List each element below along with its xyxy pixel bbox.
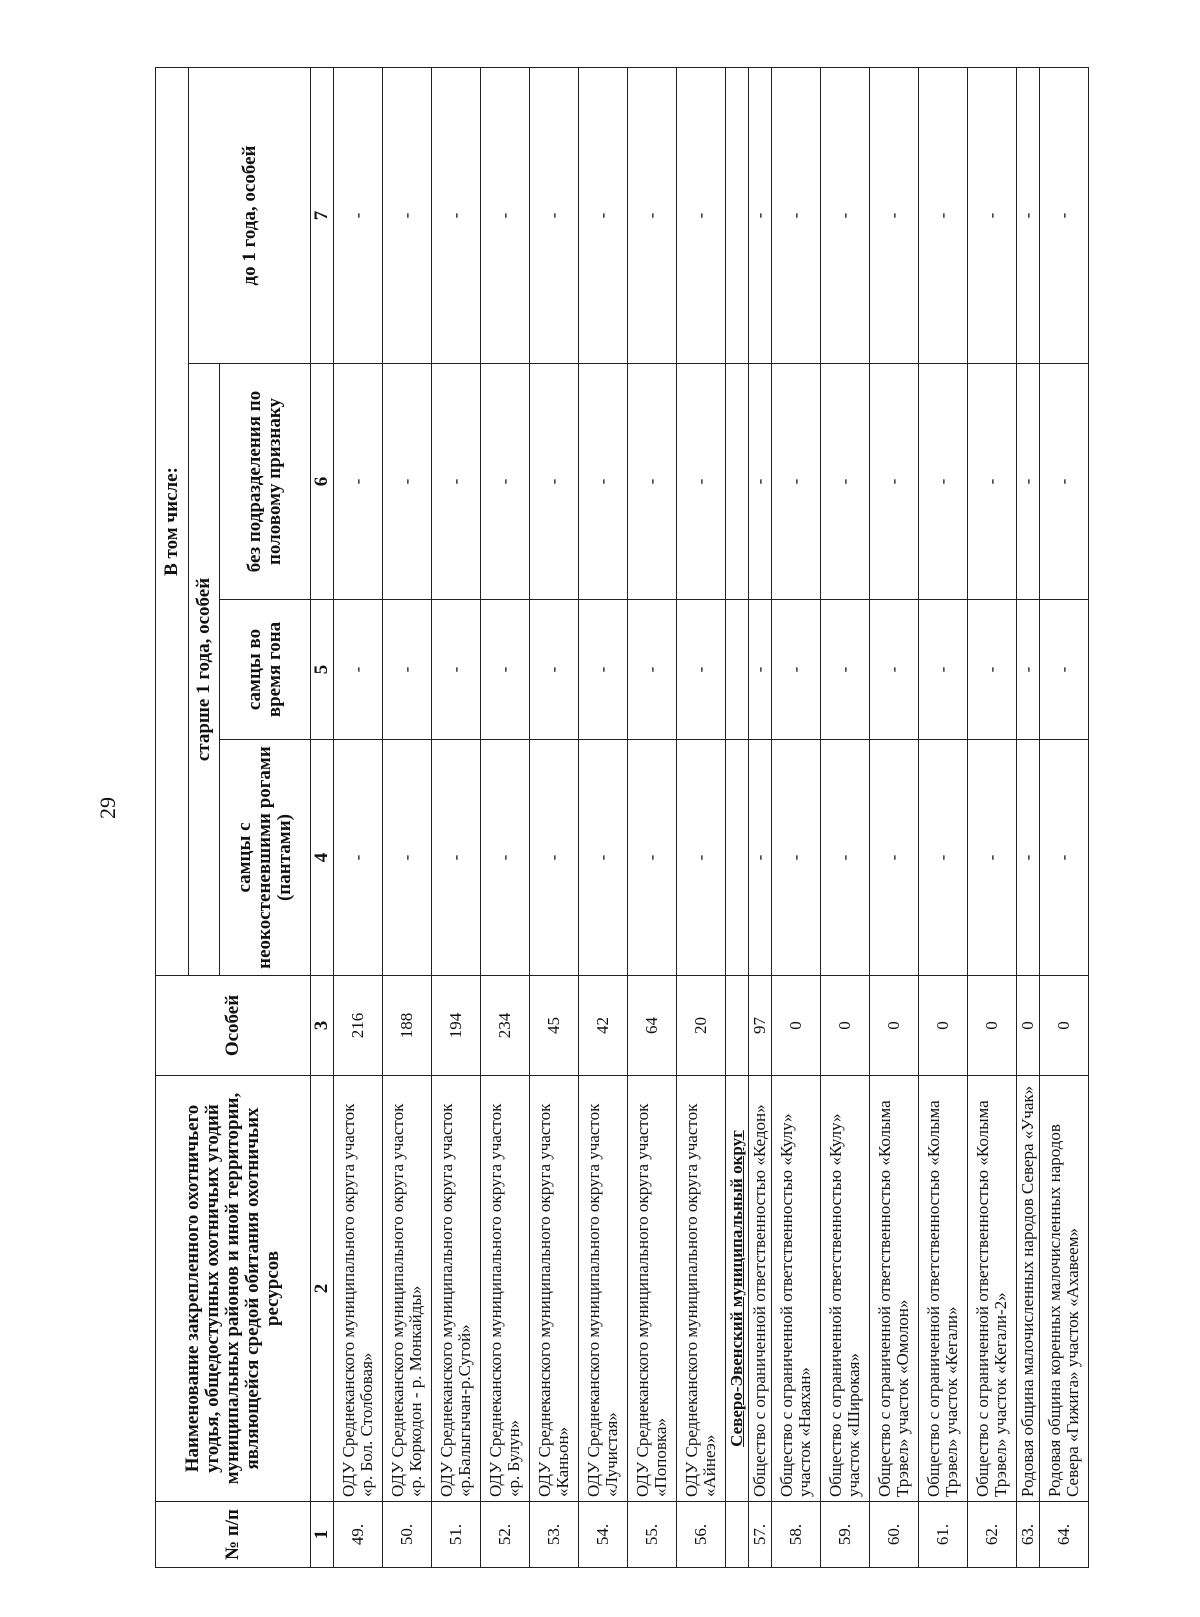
row-c6: -: [968, 364, 1017, 600]
row-c7: -: [677, 67, 726, 363]
row-num: 55.: [628, 1502, 677, 1568]
row-c5: -: [919, 600, 968, 740]
table-row: [530, 67, 579, 1567]
header-col5: самцы во время гона: [220, 600, 311, 740]
row-name: ОДУ Среднеканского муниципального округа участок «Айнеэ»: [677, 1076, 726, 1502]
row-name: ОДУ Среднеканского муниципального округа участок «р. Бол. Столбовая»: [334, 1076, 383, 1502]
row-c6: -: [919, 364, 968, 600]
row-c5: -: [481, 600, 530, 740]
row-c7: -: [530, 67, 579, 363]
column-index: 2: [311, 1076, 334, 1502]
row-num: 49.: [334, 1502, 383, 1568]
row-c4: -: [481, 740, 530, 976]
row-name: Общество с ограниченной ответственностью «Кулу» участок «Наяхан»: [772, 1076, 821, 1502]
section-empty-cell: [726, 67, 749, 363]
column-index-row: [311, 67, 334, 1567]
row-c6: -: [821, 364, 870, 600]
row-c7: -: [579, 67, 628, 363]
table-row: [432, 67, 481, 1567]
row-c6: -: [481, 364, 530, 600]
section-empty-cell: [726, 976, 749, 1076]
table-row: [968, 67, 1017, 1567]
row-c7: -: [481, 67, 530, 363]
row-c6: -: [383, 364, 432, 600]
header-including: В том числе:: [156, 67, 189, 975]
row-c5: -: [677, 600, 726, 740]
row-c4: -: [432, 740, 481, 976]
header-num: № п/п: [156, 1502, 311, 1568]
column-index: 4: [311, 740, 334, 976]
row-name: ОДУ Среднеканского муниципального округа участок «р. Коркодон - р. Монкайды»: [383, 1076, 432, 1502]
row-total: 0: [870, 976, 919, 1076]
section-empty-cell: [726, 740, 749, 976]
row-c4: -: [628, 740, 677, 976]
row-c5: -: [1040, 600, 1089, 740]
row-total: 0: [772, 976, 821, 1076]
row-total: 64: [628, 976, 677, 1076]
row-c7: -: [432, 67, 481, 363]
row-c4: -: [870, 740, 919, 976]
hunting-resources-table: [155, 67, 1089, 1568]
column-index: 3: [311, 976, 334, 1076]
row-name: Общество с ограниченной ответственностью «Кулу» участок «Широкая»: [821, 1076, 870, 1502]
row-c6: -: [432, 364, 481, 600]
table-row: [919, 67, 968, 1567]
row-name: ОДУ Среднеканского муниципального округа участок «Каньон»: [530, 1076, 579, 1502]
row-c6: -: [579, 364, 628, 600]
row-c7: -: [1017, 67, 1040, 363]
row-c7: -: [628, 67, 677, 363]
row-total: 45: [530, 976, 579, 1076]
row-c4: -: [919, 740, 968, 976]
row-total: 0: [919, 976, 968, 1076]
row-c6: -: [870, 364, 919, 600]
row-name: Общество с ограниченной ответственностью «Колыма Трэвел» участок «Омолон»: [870, 1076, 919, 1502]
header-total: Особей: [156, 976, 311, 1076]
row-c6: -: [749, 364, 772, 600]
row-c4: -: [749, 740, 772, 976]
header-col4: самцы с неокостеневшими рогами (пантами): [220, 740, 311, 976]
header-older: старше 1 года, особей: [189, 364, 220, 976]
row-num: 63.: [1017, 1502, 1040, 1568]
table-row: [772, 67, 821, 1567]
row-total: 234: [481, 976, 530, 1076]
table-row: [383, 67, 432, 1567]
row-c7: -: [1040, 67, 1089, 363]
row-num: 54.: [579, 1502, 628, 1568]
row-c4: -: [772, 740, 821, 976]
row-c7: -: [919, 67, 968, 363]
row-num: 57.: [749, 1502, 772, 1568]
row-c6: -: [1040, 364, 1089, 600]
row-c4: -: [530, 740, 579, 976]
row-c4: -: [1040, 740, 1089, 976]
column-index: 1: [311, 1502, 334, 1568]
row-c5: -: [383, 600, 432, 740]
row-c7: -: [749, 67, 772, 363]
table-row: [579, 67, 628, 1567]
row-c4: -: [821, 740, 870, 976]
row-c7: -: [870, 67, 919, 363]
table-row: [481, 67, 530, 1567]
row-name: ОДУ Среднеканского муниципального округа участок «р. Булун»: [481, 1076, 530, 1502]
row-c5: -: [432, 600, 481, 740]
row-name: Общество с ограниченной ответственностью «Колыма Трэвел» участок «Кегали-2»: [968, 1076, 1017, 1502]
row-name: Родовая община малочисленных народов Севера «Учак»: [1017, 1076, 1040, 1502]
row-c7: -: [821, 67, 870, 363]
row-num: 59.: [821, 1502, 870, 1568]
rotated-page: [155, 68, 1155, 1568]
table-row: [749, 67, 772, 1567]
column-index: 5: [311, 600, 334, 740]
row-c5: -: [772, 600, 821, 740]
row-c6: -: [530, 364, 579, 600]
row-total: 194: [432, 976, 481, 1076]
row-c7: -: [968, 67, 1017, 363]
row-c5: -: [530, 600, 579, 740]
row-total: 216: [334, 976, 383, 1076]
section-num-cell: [726, 1502, 749, 1568]
row-num: 50.: [383, 1502, 432, 1568]
column-index: 7: [311, 67, 334, 363]
row-c7: -: [334, 67, 383, 363]
row-c7: -: [383, 67, 432, 363]
header-col6: без подразделения по половому признаку: [220, 364, 311, 600]
row-c6: -: [677, 364, 726, 600]
row-c6: -: [628, 364, 677, 600]
row-name: Общество с ограниченной ответственностью «Кедон»: [749, 1076, 772, 1502]
row-name: ОДУ Среднеканского муниципального округа участок «р.Балыгычан-р.Сугой»: [432, 1076, 481, 1502]
row-c4: -: [383, 740, 432, 976]
header-col7: до 1 года, особей: [189, 67, 311, 363]
row-num: 53.: [530, 1502, 579, 1568]
section-empty-cell: [726, 364, 749, 600]
row-c6: -: [1017, 364, 1040, 600]
row-num: 52.: [481, 1502, 530, 1568]
row-total: 20: [677, 976, 726, 1076]
row-c5: -: [968, 600, 1017, 740]
row-c6: -: [334, 364, 383, 600]
row-total: 0: [968, 976, 1017, 1076]
row-c7: -: [772, 67, 821, 363]
table-row: [870, 67, 919, 1567]
row-name: Общество с ограниченной ответственностью «Колыма Трэвел» участок «Кегали»: [919, 1076, 968, 1502]
row-c6: -: [772, 364, 821, 600]
section-row: [726, 67, 749, 1567]
table-row: [628, 67, 677, 1567]
header-name: Наименование закрепленного охотничьего угодья, общедоступных охотничьих угодий муниципальных районов и иной территории, являющейся средой обитания охотничьих ресурсов: [156, 1076, 311, 1502]
row-total: 97: [749, 976, 772, 1076]
table-row: [821, 67, 870, 1567]
table-row: [1040, 67, 1089, 1567]
row-num: 62.: [968, 1502, 1017, 1568]
row-num: 60.: [870, 1502, 919, 1568]
row-name: Родовая община коренных малочисленных народов Севера «Гижига» участок «Ахавеем»: [1040, 1076, 1089, 1502]
row-num: 58.: [772, 1502, 821, 1568]
row-total: 188: [383, 976, 432, 1076]
row-c4: -: [579, 740, 628, 976]
row-num: 61.: [919, 1502, 968, 1568]
row-num: 64.: [1040, 1502, 1089, 1568]
row-total: 0: [1040, 976, 1089, 1076]
row-c5: -: [749, 600, 772, 740]
row-num: 56.: [677, 1502, 726, 1568]
page-number: 29: [95, 797, 120, 819]
row-c5: -: [334, 600, 383, 740]
row-c5: -: [870, 600, 919, 740]
column-index: 6: [311, 364, 334, 600]
row-c5: -: [579, 600, 628, 740]
table-row: [334, 67, 383, 1567]
row-num: 51.: [432, 1502, 481, 1568]
section-title: Северо-Эвенский муниципальный округ: [726, 1076, 749, 1502]
row-c4: -: [968, 740, 1017, 976]
row-c5: -: [628, 600, 677, 740]
row-c5: -: [1017, 600, 1040, 740]
row-c4: -: [1017, 740, 1040, 976]
row-name: ОДУ Среднеканского муниципального округа участок «Лучистая»: [579, 1076, 628, 1502]
row-total: 42: [579, 976, 628, 1076]
table-row: [677, 67, 726, 1567]
row-c5: -: [821, 600, 870, 740]
row-c4: -: [677, 740, 726, 976]
section-empty-cell: [726, 600, 749, 740]
row-total: 0: [821, 976, 870, 1076]
row-c4: -: [334, 740, 383, 976]
row-total: 0: [1017, 976, 1040, 1076]
table-row: [1017, 67, 1040, 1567]
row-name: ОДУ Среднеканского муниципального округа участок «Поповка»: [628, 1076, 677, 1502]
